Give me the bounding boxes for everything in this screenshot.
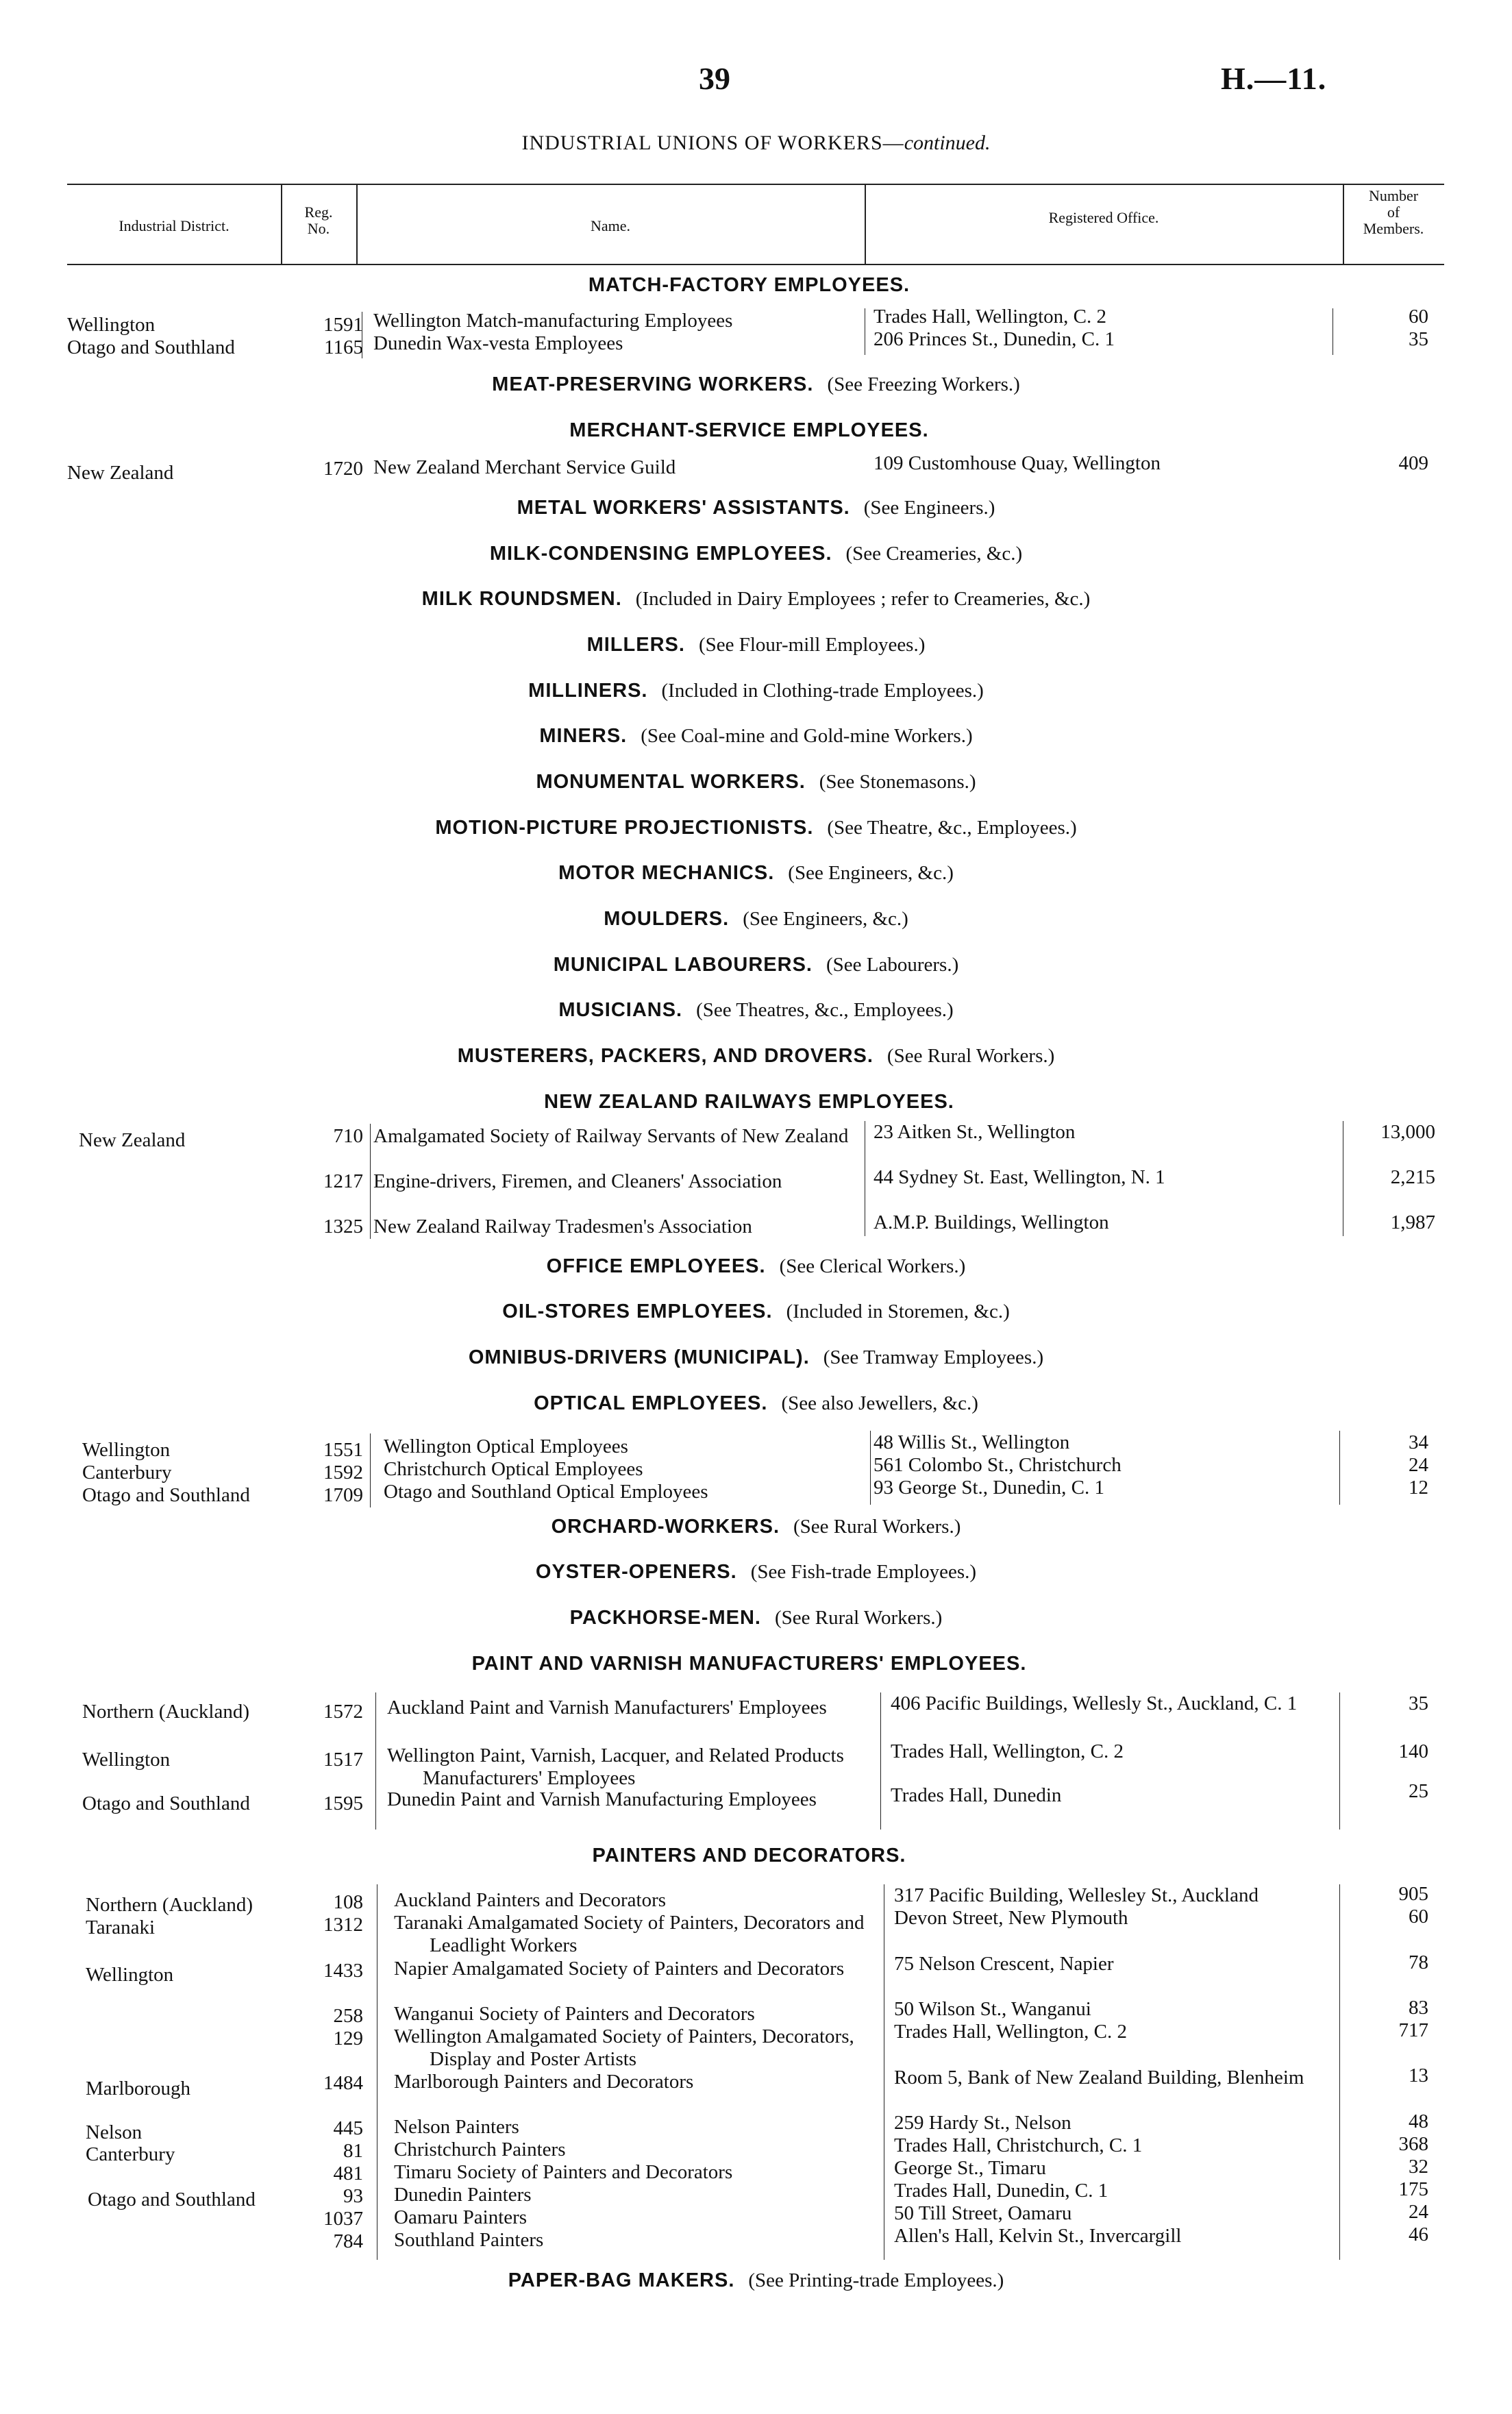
- row-divider: [1339, 1431, 1340, 1505]
- row-office: Trades Hall, Dunedin, C. 1: [894, 2180, 1108, 2202]
- section-heading: OMNIBUS-DRIVERS (MUNICIPAL). (See Tramway Employees.): [468, 1346, 1044, 1368]
- series-code: H.—11.: [1221, 61, 1327, 96]
- row-name: Auckland Painters and Decorators: [394, 1889, 667, 1911]
- col-header-members-line3: Members.: [1363, 220, 1424, 237]
- row-name: Amalgamated Society of Railway Servants of New Zealand: [373, 1125, 849, 1147]
- row-reg-no: 1720: [323, 458, 363, 480]
- row-members: 13,000: [1380, 1121, 1435, 1143]
- row-district: Wellington: [86, 1964, 174, 1986]
- row-office: 50 Wilson St., Wanganui: [894, 1998, 1091, 2020]
- row-reg-no: 81: [343, 2140, 363, 2162]
- section-heading: MEAT-PRESERVING WORKERS. (See Freezing Workers.): [492, 373, 1020, 395]
- row-name: Dunedin Painters: [394, 2184, 532, 2206]
- row-office: Allen's Hall, Kelvin St., Invercargill: [894, 2225, 1182, 2247]
- row-reg-no: 1484: [323, 2072, 363, 2094]
- table-top-rule: [67, 184, 1444, 185]
- row-members: 2,215: [1390, 1166, 1435, 1188]
- row-office: Trades Hall, Wellington, C. 2: [894, 2021, 1128, 2043]
- row-district: Marlborough: [86, 2078, 191, 2099]
- row-name: Southland Painters: [394, 2229, 544, 2251]
- row-name: Wellington Amalgamated Society of Painters, Decorators, Display and Poster Artists: [394, 2025, 854, 2070]
- row-reg-no: 258: [333, 2005, 363, 2027]
- section-heading: NEW ZEALAND RAILWAYS EMPLOYEES.: [544, 1091, 954, 1113]
- col-header-members-line2: of: [1387, 204, 1400, 221]
- section-heading: OIL-STORES EMPLOYEES. (Included in Storemen, &c.): [502, 1301, 1010, 1322]
- row-office: 206 Princes St., Dunedin, C. 1: [873, 328, 1115, 350]
- row-members: 60: [1409, 1906, 1428, 1927]
- row-office: 406 Pacific Buildings, Wellesly St., Auckland, C. 1: [891, 1692, 1298, 1714]
- col-header-office-text: Registered Office.: [1048, 209, 1159, 226]
- row-divider: [880, 1692, 881, 1830]
- row-office: Trades Hall, Dunedin: [891, 1784, 1062, 1806]
- section-heading: ORCHARD-WORKERS. (See Rural Workers.): [551, 1516, 961, 1538]
- row-members: 409: [1398, 452, 1428, 474]
- section-heading: MILLERS. (See Flour-mill Employees.): [586, 634, 926, 656]
- row-members: 78: [1409, 1951, 1428, 1973]
- row-office: 93 George St., Dunedin, C. 1: [873, 1477, 1104, 1499]
- row-members: 24: [1409, 2201, 1428, 2223]
- row-office: A.M.P. Buildings, Wellington: [873, 1211, 1109, 1233]
- row-name: Dunedin Paint and Varnish Manufacturing Employees: [387, 1788, 817, 1810]
- page-title: [0, 132, 1512, 155]
- col-header-reg-line1: Reg.: [304, 204, 333, 221]
- col-header-office: [865, 210, 1343, 226]
- section-heading: MUSICIANS. (See Theatres, &c., Employees.): [558, 999, 954, 1021]
- row-reg-no: 1592: [323, 1462, 363, 1483]
- row-reg-no: 1591: [323, 314, 363, 336]
- row-members: 35: [1409, 1692, 1428, 1714]
- section-heading: MERCHANT-SERVICE EMPLOYEES.: [569, 419, 929, 441]
- row-office: 44 Sydney St. East, Wellington, N. 1: [873, 1166, 1165, 1188]
- row-members: 1,987: [1390, 1211, 1435, 1233]
- section-heading: PACKHORSE-MEN. (See Rural Workers.): [569, 1607, 943, 1629]
- section-heading: METAL WORKERS' ASSISTANTS. (See Engineers.): [517, 497, 995, 519]
- row-office: 561 Colombo St., Christchurch: [873, 1454, 1121, 1476]
- row-name: Wellington Paint, Varnish, Lacquer, and Related Products Manufacturers' Employees: [387, 1745, 844, 1789]
- row-reg-no: 710: [333, 1125, 363, 1147]
- row-district: New Zealand: [79, 1129, 186, 1151]
- row-name: Timaru Society of Painters and Decorators: [394, 2161, 733, 2183]
- row-members: 46: [1409, 2224, 1428, 2245]
- row-district: Wellington: [82, 1749, 171, 1771]
- section-heading: MOTOR MECHANICS. (See Engineers, &c.): [558, 862, 954, 884]
- row-reg-no: 1572: [323, 1701, 363, 1723]
- row-reg-no: 129: [333, 2028, 363, 2049]
- row-office: 259 Hardy St., Nelson: [894, 2112, 1071, 2134]
- section-heading: OYSTER-OPENERS. (See Fish-trade Employees.): [535, 1561, 977, 1583]
- col-header-district-text: Industrial District.: [119, 217, 230, 234]
- page-number: 39: [699, 61, 730, 96]
- col-header-reg: [281, 204, 356, 237]
- row-reg-no: 93: [343, 2185, 363, 2207]
- row-name: Christchurch Painters: [394, 2139, 566, 2160]
- row-divider: [870, 1431, 871, 1505]
- row-members: 12: [1409, 1477, 1428, 1499]
- row-name: Nelson Painters: [394, 2116, 519, 2138]
- row-district: Taranaki: [86, 1917, 156, 1938]
- row-name: Wellington Optical Employees: [384, 1436, 628, 1457]
- row-office: 317 Pacific Building, Wellesley St., Auckland: [894, 1884, 1259, 1906]
- row-reg-no: 1165: [324, 336, 363, 358]
- row-district: Otago and Southland: [82, 1484, 250, 1506]
- section-heading: MILK ROUNDSMEN. (Included in Dairy Employees ; refer to Creameries, &c.): [421, 588, 1091, 610]
- section-heading: MONUMENTAL WORKERS. (See Stonemasons.): [536, 771, 976, 793]
- row-divider: [370, 1433, 371, 1507]
- row-members: 34: [1409, 1431, 1428, 1453]
- section-heading: PAINT AND VARNISH MANUFACTURERS' EMPLOYEES.: [471, 1653, 1027, 1675]
- row-office: George St., Timaru: [894, 2157, 1046, 2179]
- row-members: 25: [1409, 1780, 1428, 1802]
- section-heading: OPTICAL EMPLOYEES. (See also Jewellers, &c.): [534, 1392, 978, 1414]
- row-divider: [1339, 1884, 1340, 2260]
- row-reg-no: 1312: [323, 1914, 363, 1936]
- row-district: Wellington: [82, 1439, 171, 1461]
- row-name: Dunedin Wax-vesta Employees: [373, 332, 623, 354]
- row-reg-no: 1551: [323, 1439, 363, 1461]
- col-header-reg-line2: No.: [307, 220, 330, 237]
- row-office: 75 Nelson Crescent, Napier: [894, 1953, 1114, 1975]
- row-members: 48: [1409, 2110, 1428, 2132]
- table-header-rule: [67, 264, 1444, 265]
- row-district: New Zealand: [67, 462, 174, 484]
- section-heading: MOTION-PICTURE PROJECTIONISTS. (See Theatre, &c., Employees.): [435, 817, 1077, 839]
- row-reg-no: 445: [333, 2117, 363, 2139]
- row-name: Wellington Match-manufacturing Employees: [373, 310, 733, 332]
- col-header-members-line1: Number: [1368, 187, 1419, 204]
- row-members: 905: [1398, 1883, 1428, 1905]
- row-divider: [370, 1124, 371, 1239]
- row-name: Wanganui Society of Painters and Decorators: [394, 2003, 755, 2025]
- row-name: Oamaru Painters: [394, 2206, 528, 2228]
- row-reg-no: 1217: [323, 1170, 363, 1192]
- row-name: New Zealand Railway Tradesmen's Association: [373, 1216, 752, 1237]
- row-name: Christchurch Optical Employees: [384, 1458, 643, 1480]
- row-district: Otago and Southland: [82, 1793, 250, 1814]
- row-reg-no: 108: [333, 1891, 363, 1913]
- row-name: Marlborough Painters and Decorators: [394, 2071, 694, 2093]
- row-members: 60: [1409, 306, 1428, 328]
- row-members: 32: [1409, 2156, 1428, 2178]
- row-members: 368: [1398, 2133, 1428, 2155]
- row-members: 35: [1409, 328, 1428, 350]
- row-district: Wellington: [67, 314, 156, 336]
- col-header-district: [67, 218, 281, 234]
- row-office: Devon Street, New Plymouth: [894, 1907, 1128, 1929]
- row-office: 109 Customhouse Quay, Wellington: [873, 452, 1161, 474]
- row-office: Trades Hall, Christchurch, C. 1: [894, 2134, 1143, 2156]
- row-divider: [1339, 1692, 1340, 1830]
- row-name: Auckland Paint and Varnish Manufacturers' Employees: [387, 1697, 827, 1719]
- section-heading: PAINTERS AND DECORATORS.: [592, 1845, 906, 1867]
- col-header-members: [1343, 188, 1444, 237]
- row-members: 83: [1409, 1997, 1428, 2019]
- row-members: 24: [1409, 1454, 1428, 1476]
- row-reg-no: 1709: [323, 1484, 363, 1506]
- row-office: 50 Till Street, Oamaru: [894, 2202, 1072, 2224]
- section-heading: MINERS. (See Coal-mine and Gold-mine Workers.): [539, 725, 973, 747]
- section-heading: MATCH-FACTORY EMPLOYEES.: [588, 274, 910, 296]
- row-name: Engine-drivers, Firemen, and Cleaners' Association: [373, 1170, 782, 1192]
- section-heading: MOULDERS. (See Engineers, &c.): [604, 908, 908, 930]
- row-district: Northern (Auckland): [86, 1894, 253, 1916]
- row-divider: [375, 1692, 376, 1830]
- row-district: Canterbury: [82, 1462, 172, 1483]
- row-office: Trades Hall, Wellington, C. 2: [891, 1740, 1124, 1762]
- section-heading: MILLINERS. (Included in Clothing-trade Employees.): [528, 680, 984, 702]
- row-name: Taranaki Amalgamated Society of Painters, Decorators and Leadlight Workers: [394, 1912, 865, 1956]
- title-main: INDUSTRIAL UNIONS OF WORKERS—: [521, 132, 904, 154]
- row-office: Room 5, Bank of New Zealand Building, Blenheim: [894, 2067, 1304, 2089]
- row-office: 48 Willis St., Wellington: [873, 1431, 1070, 1453]
- col-header-name: [356, 218, 865, 234]
- row-district: Nelson: [86, 2121, 142, 2143]
- row-district: Canterbury: [86, 2143, 175, 2165]
- row-district: Otago and Southland: [67, 336, 235, 358]
- row-members: 717: [1398, 2019, 1428, 2041]
- row-name: Napier Amalgamated Society of Painters and Decorators: [394, 1958, 845, 1980]
- row-reg-no: 1517: [323, 1749, 363, 1771]
- row-reg-no: 1037: [323, 2208, 363, 2230]
- row-reg-no: 1325: [323, 1216, 363, 1237]
- row-name: New Zealand Merchant Service Guild: [373, 456, 676, 478]
- row-district: Northern (Auckland): [82, 1701, 249, 1723]
- section-heading: MUNICIPAL LABOURERS. (See Labourers.): [553, 954, 959, 976]
- row-reg-no: 481: [333, 2163, 363, 2184]
- section-heading: PAPER-BAG MAKERS. (See Printing-trade Employees.): [508, 2269, 1004, 2291]
- title-continued: continued.: [904, 132, 991, 154]
- row-members: 140: [1398, 1740, 1428, 1762]
- row-reg-no: 1433: [323, 1960, 363, 1982]
- section-heading: OFFICE EMPLOYEES. (See Clerical Workers.): [546, 1255, 966, 1277]
- row-office: Trades Hall, Wellington, C. 2: [873, 306, 1107, 328]
- row-members: 13: [1409, 2065, 1428, 2086]
- section-heading: MUSTERERS, PACKERS, AND DROVERS. (See Rural Workers.): [457, 1045, 1055, 1067]
- row-reg-no: 784: [333, 2230, 363, 2252]
- col-header-name-text: Name.: [590, 217, 631, 234]
- row-name: Otago and Southland Optical Employees: [384, 1481, 708, 1503]
- row-reg-no: 1595: [323, 1793, 363, 1814]
- row-district: Otago and Southland: [88, 2189, 256, 2210]
- row-members: 175: [1398, 2178, 1428, 2200]
- row-office: 23 Aitken St., Wellington: [873, 1121, 1076, 1143]
- section-heading: MILK-CONDENSING EMPLOYEES. (See Creameries, &c.): [489, 543, 1023, 565]
